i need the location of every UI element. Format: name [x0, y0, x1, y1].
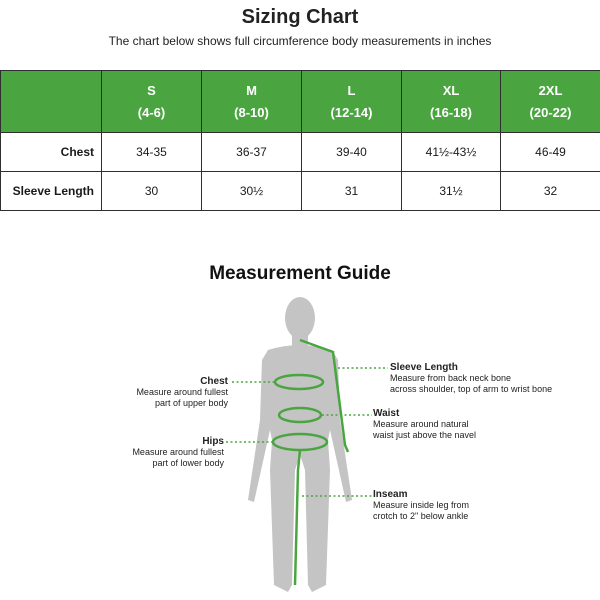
- row-label-chest: Chest: [1, 133, 102, 172]
- chest-callout-title: Chest: [200, 376, 228, 387]
- chest-callout-line1: Measure around fullest: [136, 387, 228, 397]
- inseam-callout-line1: Measure inside leg from: [373, 500, 470, 510]
- hips-callout-title: Hips: [202, 436, 224, 447]
- table-cell: 31½: [402, 172, 501, 211]
- table-cell: 46-49: [501, 133, 600, 172]
- inseam-line: [295, 450, 300, 585]
- table-cell: 30: [102, 172, 202, 211]
- hips-callout-line1: Measure around fullest: [132, 447, 224, 457]
- inseam-callout-line2: crotch to 2" below ankle: [373, 511, 469, 521]
- table-cell: 36-37: [202, 133, 302, 172]
- table-cell: 41½-43½: [402, 133, 501, 172]
- chest-callout-line2: part of upper body: [154, 398, 228, 408]
- size-header-l: L (12-14): [302, 71, 402, 133]
- page-subtitle: The chart below shows full circumference body measurements in inches: [108, 34, 492, 48]
- table-cell: 31: [302, 172, 402, 211]
- size-header-s: S (4-6): [102, 71, 202, 133]
- waist-callout-line2: waist just above the navel: [373, 430, 477, 440]
- table-cell: 34-35: [102, 133, 202, 172]
- table-cell: 30½: [202, 172, 302, 211]
- waist-callout: [373, 408, 573, 441]
- sleeve-callout-title: Sleeve Length: [390, 362, 458, 373]
- hips-callout: [55, 436, 224, 469]
- inseam-callout-title: Inseam: [373, 489, 408, 500]
- sleeve-callout-line2: across shoulder, top of arm to wrist bone: [390, 384, 553, 394]
- size-header-2xl: 2XL (20-22): [501, 71, 600, 133]
- page-title: Sizing Chart: [241, 6, 359, 28]
- size-header-xl: XL (16-18): [402, 71, 501, 133]
- table-cell: 32: [501, 172, 600, 211]
- size-header-m: M (8-10): [202, 71, 302, 133]
- measurement-guide-title: Measurement Guide: [209, 263, 391, 284]
- waist-callout-line1: Measure around natural: [373, 419, 469, 429]
- sleeve-callout: [390, 362, 595, 395]
- sleeve-callout-line1: Measure from back neck bone: [390, 373, 512, 383]
- inseam-callout: [373, 489, 573, 522]
- chest-callout: [60, 376, 228, 409]
- waist-callout-title: Waist: [373, 408, 400, 419]
- row-label-sleeve-length: Sleeve Length: [1, 172, 102, 211]
- table-cell: 39-40: [302, 133, 402, 172]
- hips-callout-line2: part of lower body: [152, 458, 224, 468]
